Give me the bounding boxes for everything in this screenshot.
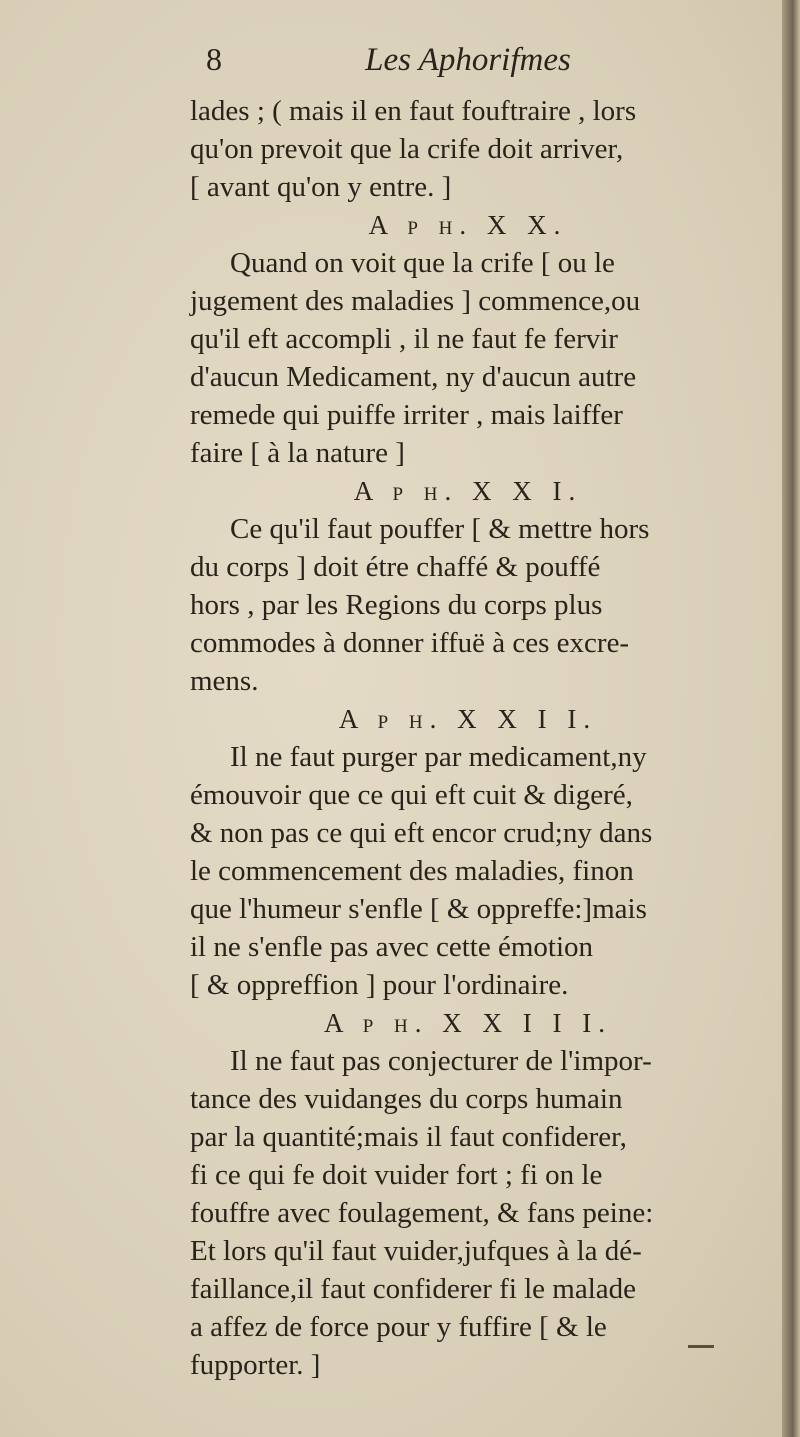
page-text xyxy=(190,40,746,1384)
text-line: tance des vuidanges du corps humain xyxy=(190,1083,623,1115)
text-line: jugement des maladies ] commence,ou xyxy=(190,285,641,317)
text-line: il ne s'enfle pas avec cette émotion xyxy=(190,931,593,963)
text-line: qu'on prevoit que la crife doit arriver, xyxy=(190,133,624,165)
text-line: Quand on voit que la crife [ ou le xyxy=(230,247,615,279)
page-header xyxy=(190,40,746,92)
aphorism-heading: A p h. X X I. xyxy=(353,476,583,506)
text-line: qu'il eft accompli , il ne faut fe fervir xyxy=(190,323,618,355)
text-line: d'aucun Medicament, ny d'aucun autre xyxy=(190,361,637,393)
text-line: a affez de force pour y fuffire [ & le xyxy=(190,1311,607,1343)
text-body xyxy=(190,92,746,1384)
text-line: du corps ] doit étre chaffé & pouffé xyxy=(190,551,601,583)
paragraph xyxy=(190,92,746,206)
paragraph xyxy=(190,1042,746,1384)
aphorism-heading: A p h. X X. xyxy=(368,210,568,240)
text-line: Il ne faut pas conjecturer de l'impor- xyxy=(230,1045,652,1077)
text-line: faillance,il faut confiderer fi le malade xyxy=(190,1273,637,1305)
aphorism-heading: A p h. X X I I. xyxy=(338,704,598,734)
text-line: hors , par les Regions du corps plus xyxy=(190,589,603,621)
text-line: Il ne faut purger par medicament,ny xyxy=(230,741,647,773)
paragraph xyxy=(190,738,746,1004)
text-line: Et lors qu'il faut vuider,jufques à la dé- xyxy=(190,1235,642,1267)
aphorism-heading: A p h. X X I I I. xyxy=(323,1008,613,1038)
text-line: fi ce qui fe doit vuider fort ; fi on le xyxy=(190,1159,603,1191)
page-edge xyxy=(782,0,800,1437)
text-line: par la quantité;mais il faut confiderer, xyxy=(190,1121,627,1153)
text-line: faire [ à la nature ] xyxy=(190,437,405,469)
page-number: 8 xyxy=(206,41,222,77)
text-line: & non pas ce qui eft encor crud;ny dans xyxy=(190,817,653,849)
text-line: émouvoir que ce qui eft cuit & digeré, xyxy=(190,779,633,811)
paragraph xyxy=(190,510,746,700)
text-line: [ avant qu'on y entre. ] xyxy=(190,171,452,203)
text-line: fupporter. ] xyxy=(190,1349,321,1381)
running-title: Les Aphorifmes xyxy=(365,42,571,78)
text-line: commodes à donner iffuë à ces excre- xyxy=(190,627,630,659)
text-line: Ce qu'il faut pouffer [ & mettre hors xyxy=(230,513,650,545)
text-line: le commencement des maladies, finon xyxy=(190,855,634,887)
printer-dash xyxy=(688,1345,714,1348)
text-line: lades ; ( mais il en faut fouftraire , lors xyxy=(190,95,637,127)
text-line: remede qui puiffe irriter , mais laiffer xyxy=(190,399,623,431)
paragraph xyxy=(190,244,746,472)
text-line: [ & oppreffion ] pour l'ordinaire. xyxy=(190,969,569,1001)
text-line: fouffre avec foulagement, & fans peine: xyxy=(190,1197,654,1229)
text-line: que l'humeur s'enfle [ & oppreffe:]mais xyxy=(190,893,647,925)
text-line: mens. xyxy=(190,665,259,697)
